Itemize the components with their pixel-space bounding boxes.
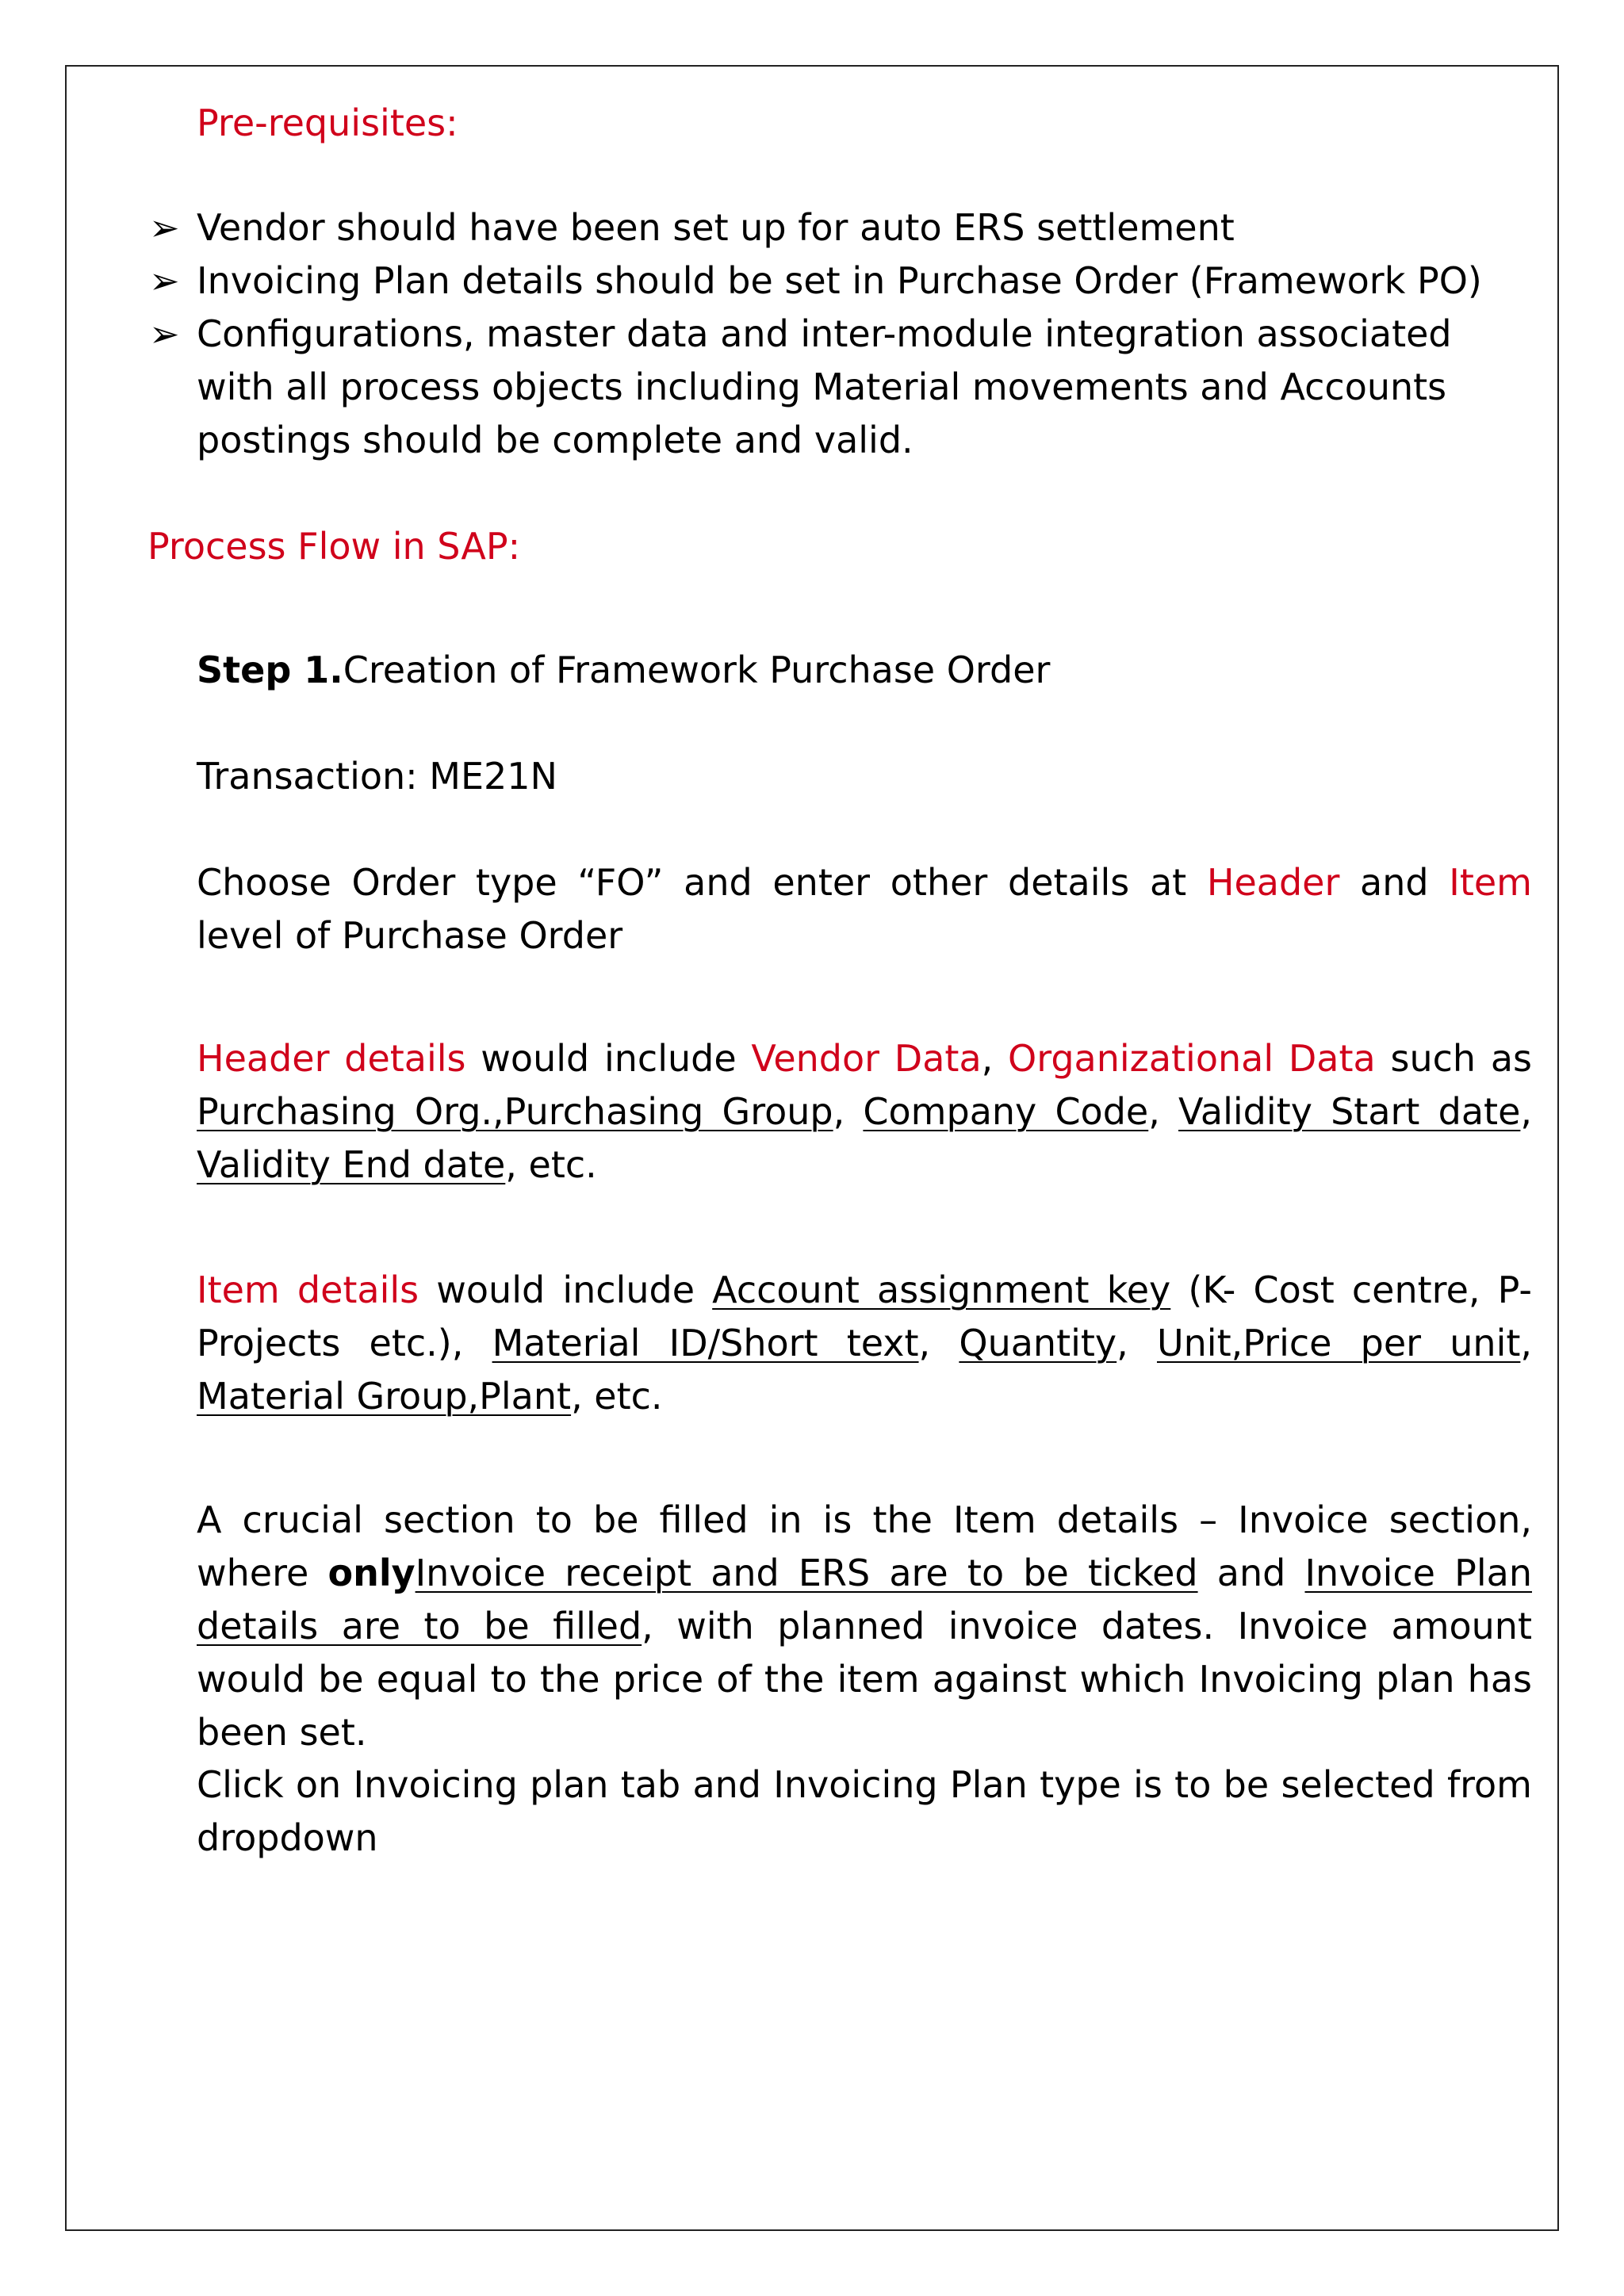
text-run: , [1116,1322,1157,1364]
item-details-paragraph [197,1264,1532,1423]
quantity-field: Quantity [959,1322,1117,1364]
item-term: Item [1449,861,1532,904]
text-run: and [1197,1552,1305,1594]
list-item [149,201,1497,254]
header-details-label: Header details [197,1037,466,1080]
text-run: and [1339,861,1450,904]
list-item-text: Configurations, master data and inter-module integration associated with all process objects including Material movements and Accounts postings should be complete and valid. [197,312,1452,461]
validity-start-field: Validity Start date [1178,1090,1521,1133]
transaction-code: Transaction: ME21N [197,755,557,798]
step-label: Step 1. [197,649,343,691]
arrow-bullet-icon: ➢ [149,312,180,355]
organizational-data-term: Organizational Data [1008,1037,1376,1080]
text-run: such as [1375,1037,1532,1080]
text-run: , [981,1037,1009,1080]
prerequisites-list [149,201,1497,467]
unit-price-field: Unit,Price per unit [1156,1322,1521,1364]
text-run: , [918,1322,959,1364]
list-item [149,308,1497,467]
text-run: would include [465,1037,752,1080]
text-run: would include [419,1269,713,1311]
material-group-plant-field: Material Group,Plant [197,1375,572,1418]
text-run: , with planned invoice dates. Invoice amount would be equal to the price of the item against which Invoicing plan has been set. [197,1605,1532,1754]
header-details-paragraph [197,1032,1532,1192]
text-run: (K- Cost centre, P-Projects etc.), [197,1269,1532,1364]
company-code-field: Company Code [863,1090,1149,1133]
account-assignment-field: Account assignment key [712,1269,1171,1311]
text-run: level of Purchase Order [197,914,623,957]
text-run: , etc. [505,1143,597,1186]
prerequisites-title: Pre-requisites: [197,101,458,144]
list-item [149,254,1497,308]
material-id-field: Material ID/Short text [492,1322,919,1364]
list-item-text: Invoicing Plan details should be set in Purchase Order (Framework PO) [197,259,1482,302]
step-1-heading [197,644,1532,697]
text-run: , [1520,1090,1533,1133]
arrow-bullet-icon: ➢ [149,259,180,302]
step-title: Creation of Framework Purchase Order [343,649,1051,691]
text-run: Choose Order type “FO” and enter other details at [197,861,1207,904]
text-run: , [1148,1090,1179,1133]
invoice-plan-details-note: Invoice Plan details are to be filled [197,1552,1532,1647]
item-details-label: Item details [197,1269,419,1311]
choose-order-paragraph [197,856,1532,962]
only-emphasis: only [327,1552,416,1594]
text-run: A crucial section to be filled in is the Item details – Invoice section, where [197,1498,1532,1594]
header-term: Header [1206,861,1340,904]
text-run: , [1520,1322,1533,1364]
invoicing-plan-instruction: Click on Invoicing plan tab and Invoicing Plan type is to be selected from dropdown [197,1763,1532,1859]
process-flow-title: Process Flow in SAP: [147,525,521,568]
list-item-text: Vendor should have been set up for auto ERS settlement [197,206,1235,249]
vendor-data-term: Vendor Data [751,1037,982,1080]
text-run: , [833,1090,864,1133]
validity-end-field: Validity End date [197,1143,506,1186]
invoice-section-paragraph [197,1494,1532,1759]
text-run: , etc. [571,1375,663,1418]
arrow-bullet-icon: ➢ [149,206,180,249]
invoice-receipt-ers-note: Invoice receipt and ERS are to be ticked [415,1552,1198,1594]
purchasing-org-field: Purchasing Org.,Purchasing Group [197,1090,833,1133]
